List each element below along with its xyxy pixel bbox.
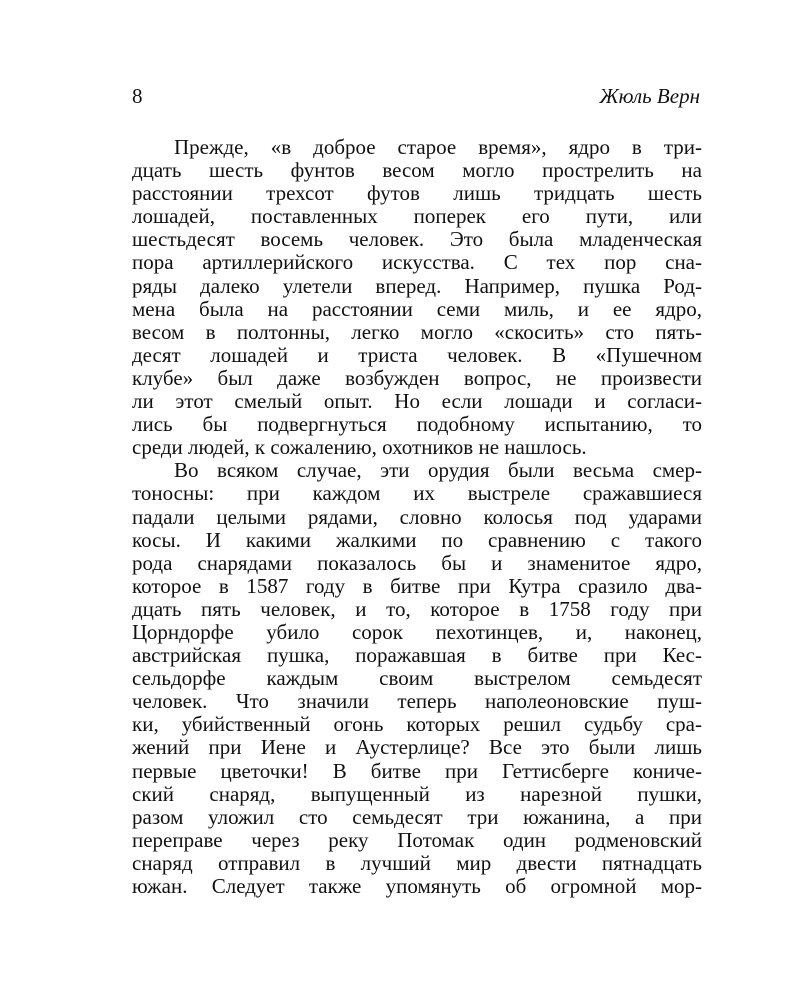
text-line: мена была на расстоянии семи миль, и ее ядро, (132, 296, 702, 321)
text-line: среди людей, к сожалению, охотников не нашлось. (132, 435, 587, 460)
text-line: южан. Следует также упомянуть об огромной мор- (132, 874, 702, 898)
text-line: которое в 1587 году в битве при Кутра сразило два- (132, 573, 702, 598)
text-line: разом уложил сто семьдесят три южанина, а при (132, 804, 702, 829)
text-line: снаряд отправил в лучший мир двести пятнадцать (132, 850, 702, 875)
text-line: первые цветочки! В битве при Геттисберге кониче- (132, 758, 702, 783)
text-line: ли этот смелый опыт. Но если лошади и согласи- (132, 389, 702, 414)
page-number: 8 (132, 84, 143, 108)
text-line: лись бы подвергнуться подобному испытанию, то (132, 412, 702, 437)
text-line: пора артиллерийского искусства. С тех пор сна- (132, 250, 702, 275)
text-line: Прежде, «в доброе старое время», ядро в три- (174, 135, 702, 159)
paragraph-2 (132, 459, 702, 898)
text-line: Во всяком случае, эти орудия были весьма смер- (174, 458, 702, 483)
page-header (132, 84, 700, 110)
text-line: падали целыми рядами, словно колосья под ударами (132, 504, 702, 529)
text-line: дцать шесть фунтов весом могло прострелить на (132, 158, 702, 183)
text-line: ки, убийственный огонь которых решил судьбу сра- (132, 712, 702, 737)
running-title: Жюль Верн (599, 84, 700, 108)
text-line: расстоянии трехсот футов лишь тридцать шесть (132, 181, 702, 206)
text-line: тоносны: при каждом их выстреле сражавшиеся (132, 481, 702, 506)
text-line: весом в полтонны, легко могло «скосить» сто пять- (132, 319, 702, 344)
text-line: австрийская пушка, поражавшая в битве при Кес- (132, 643, 702, 668)
text-line: ский снаряд, выпущенный из нарезной пушки, (132, 781, 702, 806)
text-line: Цорндорфе убило сорок пехотинцев, и, наконец, (132, 619, 702, 644)
text-line: лошадей, поставленных поперек его пути, или (132, 204, 702, 229)
text-line: сельдорфе каждым своим выстрелом семьдесят (132, 666, 702, 691)
text-line: жений при Иене и Аустерлице? Все это были лишь (132, 735, 702, 760)
text-line: дцать пять человек, и то, которое в 1758 году при (132, 596, 702, 621)
text-line: рода снарядами показалось бы и знаменитое ядро, (132, 550, 702, 575)
text-line: переправе через реку Потомак один родменовский (132, 827, 702, 852)
text-line: косы. И какими жалкими по сравнению с такого (132, 527, 702, 552)
text-line: клубе» был даже возбужден вопрос, не произвести (132, 365, 702, 390)
text-line: ряды далеко улетели вперед. Например, пушка Род- (132, 273, 702, 298)
body-text (132, 136, 702, 898)
text-line: десят лошадей и триста человек. В «Пушечном (132, 342, 702, 367)
text-line: человек. Что значили теперь наполеоновские пуш- (132, 689, 702, 714)
paragraph-1 (132, 136, 702, 459)
text-line: шестьдесят восемь человек. Это была младенческая (132, 227, 702, 252)
